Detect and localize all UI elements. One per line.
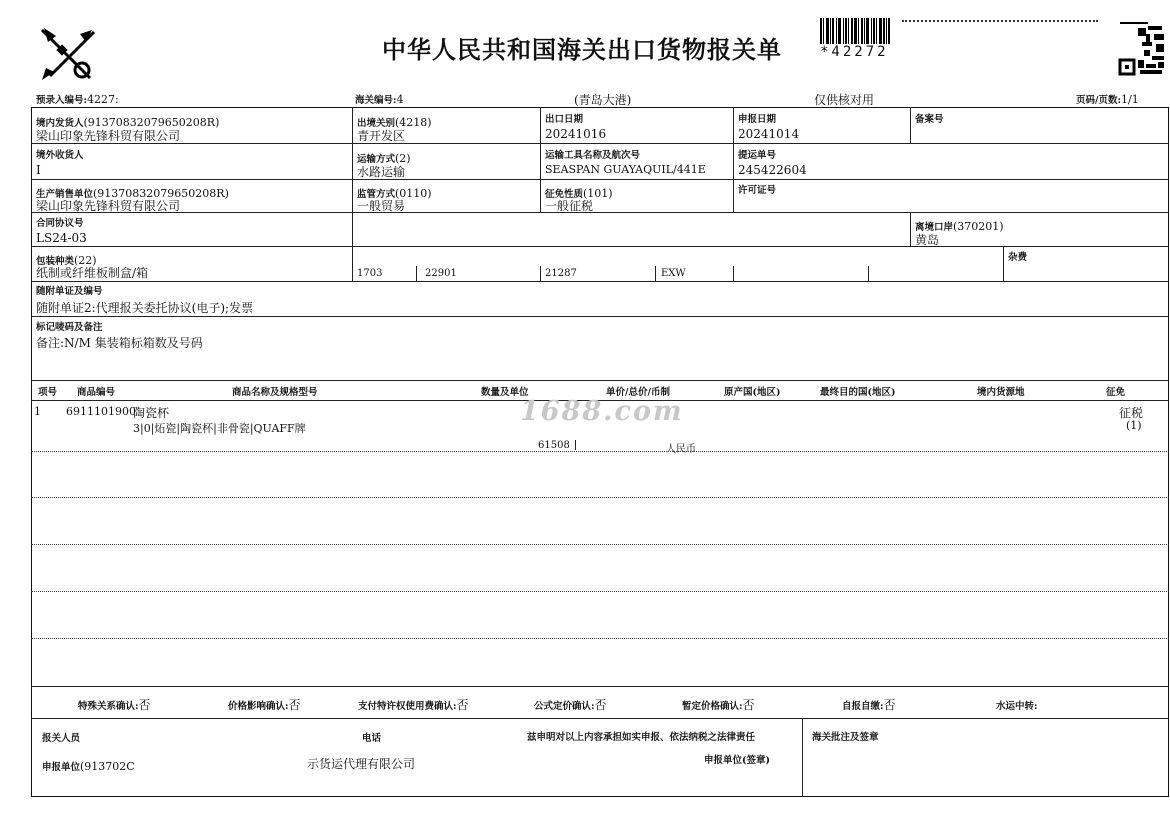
declarant-label: 报关人员 bbox=[42, 733, 81, 744]
product-spec: 3|0|炻瓷|陶瓷杯|非骨瓷|QUAFF牌 bbox=[133, 422, 306, 435]
misc-fee-label: 杂费 bbox=[1008, 252, 1028, 263]
col-header-quantity: 数量及单位 bbox=[481, 387, 529, 398]
package-field: 包装种类(22) bbox=[36, 254, 97, 267]
pre-entry-number: 预录入编号:4227: bbox=[36, 93, 119, 106]
levy-name: 一般征税 bbox=[545, 199, 594, 213]
declare-date-label: 申报日期 bbox=[738, 114, 777, 125]
package-count-cell: 1703 bbox=[357, 268, 383, 279]
bill-label: 提运单号 bbox=[738, 150, 777, 161]
special-relation-confirm: 特殊关系确认:否 bbox=[78, 698, 151, 712]
customs-number: 海关编号:4 bbox=[355, 93, 404, 106]
seal-label: 申报单位(签章) bbox=[704, 755, 770, 766]
formula-price-confirm: 公式定价确认:否 bbox=[534, 698, 607, 712]
departure-port-field: 离境口岸(370201) bbox=[915, 220, 1004, 233]
self-declare-confirm: 自报自缴:否 bbox=[842, 698, 896, 712]
bill-value: 245422604 bbox=[738, 163, 807, 177]
levy-value: 征税 bbox=[1119, 406, 1144, 420]
provisional-price-confirm: 暂定价格确认:否 bbox=[682, 698, 755, 712]
producer-field: 生产销售单位(91370832079650208R) bbox=[36, 187, 229, 200]
transport-name: 水路运输 bbox=[357, 165, 406, 179]
port-name: (青岛大港) bbox=[574, 93, 632, 107]
col-header-item-no: 项号 bbox=[38, 387, 58, 398]
export-date: 20241016 bbox=[545, 127, 607, 141]
vessel-value: SEASPAN GUAYAQUIL/441E bbox=[545, 163, 706, 176]
col-header-hs-code: 商品编号 bbox=[77, 387, 116, 398]
quantity-partial: 61508 bbox=[538, 440, 570, 451]
departure-port-name: 黄岛 bbox=[915, 233, 940, 247]
currency-partial: 人民币 bbox=[666, 444, 696, 455]
consignee-label: 境外收货人 bbox=[36, 150, 84, 161]
consignee-value: I bbox=[36, 163, 41, 177]
declaring-unit: 申报单位(913702C bbox=[42, 760, 135, 773]
supervision-name: 一般贸易 bbox=[357, 199, 406, 213]
phone-label: 电话 bbox=[362, 733, 382, 744]
contract-value: LS24-03 bbox=[36, 231, 87, 245]
domestic-shipper-field: 境内发货人(91370832079650208R) bbox=[36, 116, 220, 129]
declare-date: 20241014 bbox=[738, 127, 800, 141]
price-impact-confirm: 价格影响确认:否 bbox=[228, 698, 301, 712]
col-header-levy: 征免 bbox=[1106, 387, 1126, 398]
watermark: 1688.com bbox=[520, 396, 684, 427]
transport-field: 运输方式(2) bbox=[357, 152, 411, 165]
royalty-confirm: 支付特许权使用费确认:否 bbox=[358, 698, 469, 712]
marks-label: 标记唛码及备注 bbox=[36, 322, 103, 333]
qr-code-icon bbox=[1116, 20, 1166, 78]
vessel-label: 运输工具名称及航次号 bbox=[545, 150, 641, 161]
barcode-icon bbox=[820, 18, 890, 44]
export-date-label: 出口日期 bbox=[545, 114, 584, 125]
trade-term-cell: EXW bbox=[661, 268, 686, 279]
domestic-shipper-name: 梁山印象先锋科贸有限公司 bbox=[36, 129, 181, 143]
exit-customs-name: 青开发区 bbox=[357, 129, 406, 143]
package-name: 纸制或纤维板制盒/箱 bbox=[36, 266, 149, 280]
gross-weight-cell: 22901 bbox=[425, 268, 457, 279]
col-header-name: 商品名称及规格型号 bbox=[232, 387, 318, 398]
contract-label: 合同协议号 bbox=[36, 218, 84, 229]
col-header-price: 单价/总价/币制 bbox=[606, 387, 670, 398]
item-no: 1 bbox=[34, 405, 41, 418]
col-header-destination: 最终目的国(地区) bbox=[820, 387, 896, 398]
supervision-field: 监管方式(0110) bbox=[357, 187, 432, 200]
net-weight-cell: 21287 bbox=[545, 268, 577, 279]
barcode-dotted-line bbox=[902, 20, 1098, 22]
hs-code: 6911101900 bbox=[66, 405, 136, 418]
declaration-text: 兹申明对以上内容承担如实申报、依法纳税之法律责任 bbox=[527, 732, 756, 743]
license-label: 许可证号 bbox=[738, 185, 777, 196]
page-number: 页码/页数:1/1 bbox=[1076, 93, 1139, 106]
barcode-text: *42272 bbox=[820, 44, 889, 60]
marks-value: 备注:N/M 集装箱标箱数及号码 bbox=[36, 336, 203, 350]
declaring-unit-name: 示货运代理有限公司 bbox=[307, 757, 416, 771]
docs-value: 随附单证2:代理报关委托协议(电子);发票 bbox=[36, 301, 254, 315]
product-name: 陶瓷杯 bbox=[133, 406, 170, 420]
customs-emblem-icon bbox=[34, 22, 104, 84]
exit-customs-field: 出境关别(4218) bbox=[357, 116, 432, 129]
producer-name: 梁山印象先锋科贸有限公司 bbox=[36, 199, 181, 213]
water-transit-confirm: 水运中转: bbox=[996, 701, 1038, 712]
verify-note: 仅供核对用 bbox=[814, 93, 875, 107]
levy-field: 征免性质(101) bbox=[545, 187, 613, 200]
col-header-source: 境内货源地 bbox=[977, 387, 1025, 398]
form-title: 中华人民共和国海关出口货物报关单 bbox=[382, 36, 782, 64]
docs-label: 随附单证及编号 bbox=[36, 286, 103, 297]
col-header-origin: 原产国(地区) bbox=[724, 387, 781, 398]
levy-code: (1) bbox=[1126, 419, 1142, 432]
record-no-label: 备案号 bbox=[915, 114, 944, 125]
customs-note-label: 海关批注及签章 bbox=[812, 732, 879, 743]
